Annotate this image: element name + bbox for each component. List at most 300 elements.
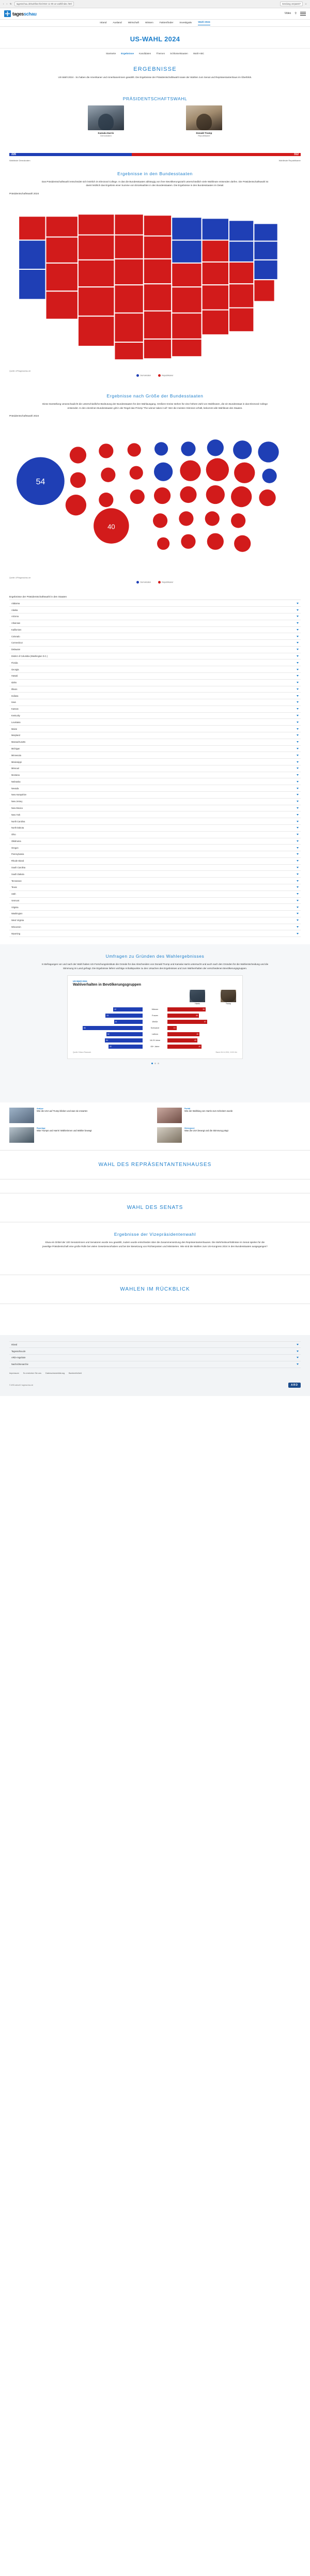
list-item[interactable] (9, 898, 301, 904)
teaser-card[interactable] (9, 1127, 153, 1143)
state-name: Nebraska (11, 780, 21, 783)
teaser-headline[interactable]: Was Trumps und Harris' Wählerinnen und Wähler bewegt (37, 1129, 92, 1132)
legend-republicans: Republikaner (158, 374, 173, 377)
review-title: WAHLEN IM RÜCKBLICK (120, 1286, 190, 1292)
chart-bar-harris: 52 (106, 1032, 143, 1036)
teaser-grid (0, 1102, 310, 1150)
footer-item-label: Nachrichtenarchiv (11, 1363, 28, 1366)
subnav-startseite[interactable]: Startseite (105, 52, 116, 55)
chart-series-label: Trump (225, 1003, 231, 1005)
state-name: South Carolina (11, 866, 26, 869)
ard-logo[interactable]: ARD (288, 1383, 301, 1388)
electoral-result-bar (9, 151, 301, 162)
list-item[interactable] (9, 811, 301, 818)
footer-item-tagesschau[interactable] (9, 1348, 301, 1355)
state-name: Iowa (11, 701, 16, 704)
teaser-kicker: Reportage (37, 1127, 45, 1130)
state-name: District of Columbia (Washington D.C.) (11, 655, 48, 658)
state-name: Rhode Island (11, 860, 24, 863)
chevron-down-icon (297, 603, 299, 604)
vp-results-title: Ergebnisse der Vizepräsidentenwahl (114, 1232, 196, 1237)
chevron-down-icon (297, 919, 299, 921)
poll-title: Umfragen zu Gründen des Wahlergebnisses (105, 954, 205, 959)
list-item[interactable] (9, 759, 301, 765)
chevron-down-icon (297, 1363, 299, 1365)
us-choropleth-map[interactable] (9, 196, 301, 368)
list-item[interactable] (9, 739, 301, 746)
list-item[interactable] (9, 666, 301, 673)
state-name: Colorado (11, 635, 20, 638)
state-name: Alabama (11, 602, 20, 605)
state-name: West Virginia (11, 919, 24, 922)
svg-text:40: 40 (107, 523, 115, 531)
chart-bar-trump-cell (167, 1026, 237, 1030)
list-item[interactable] (9, 778, 301, 785)
browser-utility-bar (0, 0, 310, 8)
chart-bar-trump-cell (167, 1007, 237, 1011)
list-item[interactable] (9, 732, 301, 739)
chart-bar-harris-cell (73, 1045, 143, 1049)
state-results-text: Das Präsidentschaftswahl entscheidet sich letztlich im Electoral College. In das die Bundesstaaten abhängig von ihrer Bevölkerungszahl unterschiedlich viele Wahlleute entsenden dürfen. Die Präsidentschaftswahl ist damit letztlich das Ergebnis einer Summe von Einzelwahlen in den Bundesstaaten. Die Ergebnisse in den Bundesstaaten im Detail. (41, 180, 269, 187)
results-intro-section (0, 59, 310, 92)
list-item[interactable] (9, 765, 301, 772)
chevron-down-icon (297, 616, 299, 617)
chart-bar-trump: 55 (167, 1007, 206, 1011)
list-item[interactable] (9, 726, 301, 732)
chart-bar-trump-cell (167, 1032, 237, 1036)
list-item[interactable] (9, 904, 301, 911)
state-name: Delaware (11, 648, 21, 651)
list-item[interactable] (9, 600, 301, 607)
presidency-section (0, 92, 310, 147)
state-name: Kentucky (11, 714, 20, 717)
state-name: Ohio (11, 833, 16, 836)
list-item[interactable] (9, 865, 301, 871)
address-bar[interactable]: tagesschau.de/wahl/archiv/2024-11-05-us-wahl/index.html (14, 2, 74, 6)
avatar (186, 105, 222, 130)
chevron-down-icon (297, 821, 299, 822)
chevron-down-icon (297, 755, 299, 756)
nav-item-wissen[interactable]: Wissen (145, 22, 153, 24)
list-item[interactable] (9, 680, 301, 686)
footer-item-inland[interactable] (9, 1342, 301, 1348)
state-name: Kansas (11, 708, 19, 711)
chart-bar-harris: 86 (83, 1026, 143, 1030)
subnav-kandidaten[interactable]: Kandidaten (139, 52, 151, 55)
nav-item-wahl-2024[interactable]: Wahl 2024 (198, 21, 210, 25)
chevron-down-icon (297, 840, 299, 842)
list-item[interactable] (9, 620, 301, 627)
chart-bar-harris: 42 (113, 1007, 143, 1011)
vp-results-text: Etwa ein Drittel der 100 Senatorinnen und Senatoren wurde neu gewählt, zudem wurde entschieden über die Zusammensetzung des Repräsentantenhauses. Die Mehrheitsverhältnisse im Senat spielen für die jeweilige Präsidentschaft eine große Rolle bei vielen Gesetzesvorhaben und bei der Besetzung von Richterposten und Ministerien. Wie sind die Wahlen zum US-Kongress 2024 in den Bundesstaaten ausgegangen? (42, 1241, 268, 1248)
state-name: Alaska (11, 608, 18, 611)
nav-item-ausland[interactable]: Ausland (113, 22, 122, 24)
chart-bar-harris-cell (73, 1026, 143, 1030)
bar-legend-left: Wahlleute Demokraten (9, 159, 30, 162)
list-item[interactable] (9, 832, 301, 838)
state-name: Idaho (11, 681, 17, 684)
teaser-headline[interactable]: Wie der Wahlsieg von Harris zum Scheitern wurde (184, 1110, 233, 1113)
chart-row (73, 1013, 237, 1018)
chart-bar-trump: 46 (167, 1032, 199, 1036)
back-arrow-icon[interactable]: ‹ (3, 3, 4, 5)
sendung-verpasst-link[interactable]: Sendung verpasst? (280, 2, 303, 6)
state-name: Kalifornien (11, 628, 22, 631)
state-name: Mississippi (11, 760, 22, 763)
teaser-thumbnail (9, 1108, 34, 1123)
chart-bar-harris-cell (73, 1038, 143, 1042)
teaser-kicker: Hintergrund (184, 1127, 195, 1130)
state-name: Arizona (11, 615, 19, 618)
list-item[interactable] (9, 673, 301, 680)
chevron-down-icon (297, 834, 299, 835)
bar-legend-right: Wahlleute Republikaner (278, 159, 301, 162)
chart-head-trump (220, 990, 237, 1005)
footer-item-label: ARD-Angebote (11, 1356, 26, 1359)
chart-rows (73, 1007, 237, 1049)
chevron-down-icon (297, 708, 299, 710)
chevron-down-icon (297, 715, 299, 716)
search-icon[interactable]: ⚲ (295, 12, 297, 16)
state-name: Illinois (11, 687, 18, 691)
teaser-kicker: Analyse (37, 1108, 44, 1110)
state-name: New Mexico (11, 806, 23, 809)
list-item[interactable] (9, 924, 301, 931)
candidate-harris[interactable] (88, 105, 124, 137)
chart-row (73, 1038, 237, 1042)
chart-category-label: Männer (151, 1008, 159, 1010)
legend-republicans: Republikaner (158, 581, 173, 584)
footer-item-label: Inland (11, 1343, 18, 1346)
bubble-chart-label: Präsidentschaftswahl 2024 (9, 415, 39, 418)
list-item[interactable] (9, 911, 301, 917)
map-svg (9, 196, 301, 368)
chart-bar-harris-cell (73, 1007, 143, 1011)
bar-democrats (9, 153, 132, 156)
chart-bar-trump-cell (167, 1045, 237, 1049)
state-results-section (0, 162, 310, 385)
us-bubble-map[interactable] (9, 419, 301, 575)
nav-item-investigativ[interactable]: Investigativ (179, 22, 192, 24)
chevron-down-icon (297, 794, 299, 795)
chart-bar-trump: 45 (167, 1014, 199, 1018)
state-accordion-title: Ergebnisse der Präsidentschaftswahl in den Staaten (9, 596, 67, 599)
teaser-card[interactable] (157, 1127, 301, 1143)
subnav-ergebnisse[interactable]: Ergebnisse (121, 52, 134, 55)
list-item[interactable] (9, 627, 301, 634)
chevron-down-icon (297, 847, 299, 849)
chevron-down-icon (297, 669, 299, 670)
chevron-down-icon (297, 814, 299, 816)
results-heading: ERGEBNISSE (133, 66, 177, 72)
footer-link-datenschutz[interactable]: Datenschutzerklärung (45, 1372, 65, 1374)
teaser-kicker: Porträt (184, 1108, 191, 1110)
avatar (221, 990, 236, 1002)
bubble-map-legend (9, 581, 301, 584)
chevron-down-icon (297, 781, 299, 783)
state-accordion-list (9, 600, 301, 937)
chevron-down-icon (297, 688, 299, 690)
chart-bar-trump-cell (167, 1020, 237, 1024)
list-item[interactable] (9, 838, 301, 845)
main-navigation (0, 20, 310, 27)
chevron-down-icon (297, 867, 299, 868)
state-name: Maine (11, 727, 18, 730)
state-name: Texas (11, 886, 17, 889)
teaser-card[interactable] (157, 1108, 301, 1123)
chevron-down-icon (297, 807, 299, 809)
chevron-down-icon (297, 900, 299, 901)
state-name: Vermont (11, 899, 20, 902)
chevron-down-icon (297, 741, 299, 743)
state-name: Minnesota (11, 754, 21, 757)
chevron-down-icon (297, 629, 299, 631)
chart-title: Wahlverhalten in Bevölkerungsgruppen (73, 983, 141, 987)
hamburger-menu-icon[interactable] (300, 12, 306, 16)
presidency-title: PRÄSIDENTSCHAFTSWAHL (122, 96, 188, 101)
chart-row (73, 1044, 237, 1049)
results-intro-text: US-Wahl 2024 - So haben die Amerikaner und Amerikanerinnen gewählt. Die Ergebnisse der Präsidentschaftswahl sowie der Wahlen zum Senat und Repräsentantenhaus im Überblick. (58, 76, 252, 79)
chevron-down-icon (297, 801, 299, 802)
state-name: Michigan (11, 747, 20, 750)
chevron-down-icon (297, 788, 299, 789)
nav-item-faktenfinder[interactable]: Faktenfinder (159, 22, 174, 24)
candidate-party: Republikaner (198, 134, 210, 137)
chevron-down-icon (297, 880, 299, 882)
state-name: Georgia (11, 668, 19, 671)
chart-bar-trump: 49 (167, 1045, 202, 1049)
footer-link-barrierefreiheit[interactable]: Barrierefreiheit (68, 1372, 82, 1374)
state-name: Maryland (11, 734, 20, 737)
list-item[interactable] (9, 653, 301, 660)
poll-text: In Befragungen vor und nach der Wahl haben US-Forschungsinstitute die Gründe für das Abschneiden von Donald Trump und Kamala Harris untersucht und auch nach den Gründen für die Wahlentscheidung und die Stimmung im Land gefragt. Die Ergebnisse liefern wichtige Anhaltspunkte zu den Ursachen des Ergebnisses und zum Wahlverhalten der verschiedenen Bevölkerungsgruppen. (41, 963, 269, 970)
list-item[interactable] (9, 752, 301, 759)
state-name: Florida (11, 661, 18, 664)
header-link-video[interactable]: Video (284, 12, 291, 16)
list-item[interactable] (9, 851, 301, 858)
chevron-down-icon (297, 761, 299, 763)
chevron-down-icon (297, 768, 299, 769)
teaser-headline[interactable]: Was die USA bewegt und die Stimmung prägt (184, 1129, 228, 1132)
bubble-map-source: Quelle: AP/tagesschau.de (9, 577, 31, 579)
bar-republicans (132, 153, 301, 156)
chart-footer (73, 1051, 237, 1053)
browser-actions (280, 2, 307, 6)
footer-item-nachrichtenarchiv[interactable] (9, 1361, 301, 1368)
tagesschau-logo-mark (4, 10, 11, 17)
list-item[interactable] (9, 772, 301, 779)
subnav-themen[interactable]: Themen (156, 52, 165, 55)
map-legend (9, 374, 301, 377)
list-item[interactable] (9, 660, 301, 666)
bubble-map-section (0, 384, 310, 591)
list-item[interactable] (9, 647, 301, 653)
list-item[interactable] (9, 871, 301, 878)
chevron-down-icon (297, 886, 299, 888)
poll-section (0, 944, 310, 1102)
house-election-title: WAHL DES REPRÄSENTANTENHAUSES (98, 1162, 212, 1168)
bubble-map-title: Ergebnisse nach Größe der Bundesstaaten (106, 393, 204, 399)
forward-arrow-icon[interactable]: › (6, 3, 7, 5)
site-header (0, 8, 310, 20)
chevron-down-icon (297, 636, 299, 637)
state-name: New Hampshire (11, 793, 27, 796)
star-icon[interactable]: ☆ (304, 2, 307, 5)
svg-text:54: 54 (36, 477, 45, 487)
house-election-band[interactable] (0, 1150, 310, 1179)
state-name: Utah (11, 893, 16, 896)
state-name: Tennessee (11, 879, 22, 882)
chevron-down-icon (297, 1357, 299, 1358)
chart-head-harris (189, 990, 206, 1005)
nav-item-wirtschaft[interactable]: Wirtschaft (128, 22, 140, 24)
candidate-party: Demokraten (100, 134, 112, 137)
state-name: Connecticut (11, 641, 23, 645)
teaser-headline[interactable]: Wie die USA auf Trump blicken und was sie erwarten (37, 1110, 88, 1113)
list-item[interactable] (9, 878, 301, 884)
subnav-schluesselstaaten[interactable]: Schlüsselstaaten (170, 52, 188, 55)
chart-category-label: 65+ Jahre (150, 1045, 160, 1048)
copyright-text: © ARD-aktuell / tagesschau.de (9, 1384, 34, 1386)
list-item[interactable] (9, 930, 301, 937)
state-name: Louisiana (11, 720, 21, 724)
senate-election-title: WAHL DES SENATS (127, 1205, 183, 1211)
chevron-down-icon (297, 695, 299, 697)
list-item[interactable] (9, 805, 301, 812)
chevron-down-icon (297, 774, 299, 776)
state-accordion-section (0, 591, 310, 944)
logo-text-first: tages (12, 11, 24, 17)
teaser-card[interactable] (9, 1108, 153, 1123)
tagesschau-logo[interactable] (4, 10, 37, 17)
review-band[interactable] (0, 1275, 310, 1304)
chart-bar-harris: 49 (109, 1045, 143, 1049)
list-item[interactable] (9, 699, 301, 706)
chart-source: Quelle: Edison Research (73, 1051, 91, 1054)
avatar (88, 105, 124, 130)
chart-kicker: US-Wahl 2024 (73, 980, 87, 983)
chart-bar-trump: 43 (167, 1038, 197, 1042)
list-item[interactable] (9, 713, 301, 719)
chevron-down-icon (297, 728, 299, 730)
list-item[interactable] (9, 891, 301, 898)
senate-election-band[interactable] (0, 1193, 310, 1222)
state-results-title: Ergebnisse in den Bundesstaaten (117, 171, 193, 176)
chevron-down-icon (297, 1351, 299, 1352)
state-name: New York (11, 813, 21, 816)
chevron-down-icon (297, 1344, 299, 1345)
state-name: Hawaii (11, 674, 18, 678)
candidate-trump[interactable] (186, 105, 222, 137)
teaser-thumbnail (9, 1127, 34, 1143)
page-title-block (0, 27, 310, 49)
chevron-down-icon (297, 662, 299, 664)
chart-bar-trump: 57 (167, 1020, 207, 1024)
footer-link-kontakt[interactable]: So erreichen Sie uns (23, 1372, 42, 1374)
list-item[interactable] (9, 792, 301, 799)
chevron-down-icon (297, 622, 299, 624)
chart-row (73, 1019, 237, 1024)
voting-behaviour-chart[interactable] (67, 975, 243, 1059)
site-footer (0, 1335, 310, 1396)
chart-bar-harris-cell (73, 1014, 143, 1018)
chart-series-heads (73, 990, 237, 1005)
chart-bar-harris: 53 (105, 1014, 143, 1018)
legend-democrats: Demokraten (136, 581, 151, 584)
chart-category-label: Frauen (151, 1014, 159, 1017)
chart-timestamp: Stand: 06.11.2024, 10:30 Uhr (215, 1051, 237, 1054)
list-item[interactable] (9, 825, 301, 832)
candidate-name: Donald Trump (196, 131, 212, 134)
list-item[interactable] (9, 818, 301, 825)
footer-item-ard-angebote[interactable] (9, 1355, 301, 1361)
chevron-down-icon (297, 675, 299, 677)
footer-link-impressum[interactable]: Impressum (9, 1372, 19, 1374)
avatar (190, 990, 205, 1002)
chevron-down-icon (297, 827, 299, 829)
list-item[interactable] (9, 917, 301, 924)
state-name: Washington (11, 912, 23, 915)
candidate-name: Kamala Harris (98, 131, 114, 134)
reload-icon[interactable]: ↻ (10, 2, 12, 5)
browser-nav-controls (3, 2, 74, 6)
subnav-wahl-abc[interactable]: Wahl-ABC (193, 52, 205, 55)
chart-row (73, 1025, 237, 1030)
list-item[interactable] (9, 785, 301, 792)
state-name: North Carolina (11, 820, 25, 823)
list-item[interactable] (9, 858, 301, 865)
list-item[interactable] (9, 633, 301, 640)
chart-bar-harris-cell (73, 1032, 143, 1036)
list-item[interactable] (9, 799, 301, 805)
footer-meta-links (9, 1368, 301, 1378)
list-item[interactable] (9, 719, 301, 726)
list-item[interactable] (9, 686, 301, 693)
state-name: Wisconsin (11, 926, 21, 929)
chart-bar-trump-cell (167, 1014, 237, 1018)
list-item[interactable] (9, 746, 301, 753)
list-item[interactable] (9, 706, 301, 713)
page-title: US-WAHL 2024 (130, 35, 180, 43)
chevron-down-icon (297, 860, 299, 862)
list-item[interactable] (9, 614, 301, 620)
list-item[interactable] (9, 845, 301, 851)
chevron-down-icon (297, 926, 299, 928)
chevron-down-icon (297, 873, 299, 875)
list-item[interactable] (9, 640, 301, 647)
state-name: Wyoming (11, 932, 21, 935)
state-name: Virginia (11, 906, 19, 909)
chevron-down-icon (297, 748, 299, 749)
chevron-down-icon (297, 682, 299, 683)
chevron-down-icon (297, 649, 299, 650)
state-name: Indiana (11, 694, 19, 697)
bubble-map-text: Diese Darstellung veranschaulicht die unterschiedliche Bedeutung der Bundesstaaten für den Wahlausgang. Größere Kreise stehen für eine höhere Zahl von Wahlleuten, die ein Bundesstaat in das Electoral College entsendet. In den einzelnen Bundesstaaten gilt in der Regel das Prinzip 'The winner takes it all': Wer die meisten Stimmen erhält, bekommt alle Wahlleute des Staates. (42, 403, 268, 409)
list-item[interactable] (9, 884, 301, 891)
nav-item-inland[interactable]: Inland (100, 22, 107, 24)
chart-row (73, 1032, 237, 1036)
teaser-thumbnail (157, 1127, 182, 1143)
list-item[interactable] (9, 607, 301, 614)
chevron-down-icon (297, 734, 299, 736)
chart-bar-harris: 41 (114, 1020, 143, 1024)
list-item[interactable] (9, 693, 301, 699)
chart-category-label: Latinos (151, 1033, 159, 1035)
chart-bar-harris: 54 (105, 1038, 143, 1042)
bubble-map-svg (9, 419, 301, 575)
footer-bottom (9, 1378, 301, 1393)
state-name: Oregon (11, 846, 19, 849)
